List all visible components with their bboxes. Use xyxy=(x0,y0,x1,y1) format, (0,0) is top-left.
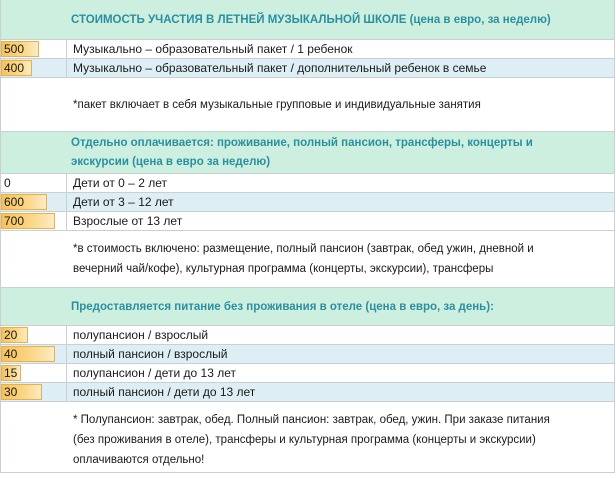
value-cell xyxy=(1,193,67,211)
table-row xyxy=(1,174,614,193)
section2-title-line2: экскурсии (цена в евро за неделю) xyxy=(71,156,271,168)
value-text: 500 xyxy=(4,42,25,56)
table-row xyxy=(1,59,614,78)
table-row xyxy=(1,193,614,212)
value-text: 30 xyxy=(4,385,18,399)
value-cell xyxy=(1,212,67,230)
note-line: вечерний чай/кофе), культурная программа (концерты, экскурсии), трансферы xyxy=(73,263,494,275)
value-text: 15 xyxy=(4,366,18,380)
section3-header xyxy=(1,288,614,326)
note-line: *в стоимость включено: размещение, полный пансион (завтрак, обед ужин, дневной и xyxy=(73,243,534,255)
table-row xyxy=(1,364,614,383)
table-row xyxy=(1,212,614,231)
value-text: 40 xyxy=(4,347,18,361)
row-label: Дети от 0 – 2 лет xyxy=(73,176,167,190)
row-label: полупансион / дети до 13 лет xyxy=(73,366,236,380)
section2-title-line1: Отдельно оплачивается: проживание, полный пансион, трансферы, концерты и xyxy=(71,137,533,149)
section2-header xyxy=(1,132,614,174)
row-label: Музыкально – образовательный пакет / 1 ребенок xyxy=(73,42,353,56)
row-label: Музыкально – образовательный пакет / дополнительный ребенок в семье xyxy=(73,61,487,75)
row-label: полный пансион / взрослый xyxy=(73,347,228,361)
value-text: 20 xyxy=(4,328,18,342)
note-line: *пакет включает в себя музыкальные групповые и индивидуальные занятия xyxy=(73,99,481,111)
section3-note xyxy=(1,402,614,478)
value-text: 0 xyxy=(4,176,11,190)
row-label: Взрослые от 13 лет xyxy=(73,214,183,228)
value-text: 600 xyxy=(4,195,25,209)
value-cell xyxy=(1,364,67,382)
table-row xyxy=(1,383,614,402)
note-line: (без проживания в отеле), трансферы и культурная программа (концерты и экскурсии) xyxy=(73,434,536,446)
row-label: полный пансион / дети до 13 лет xyxy=(73,385,256,399)
value-cell xyxy=(1,383,67,401)
table-row xyxy=(1,40,614,59)
note-line: оплачиваются отдельно! xyxy=(73,454,205,466)
value-cell xyxy=(1,174,67,192)
table-row xyxy=(1,345,614,364)
value-text: 400 xyxy=(4,61,25,75)
row-label: полупансион / взрослый xyxy=(73,328,209,342)
table-row xyxy=(1,326,614,345)
section3-title: Предоставляется питание без проживания в отеле (цена в евро, за день): xyxy=(71,301,494,313)
value-cell xyxy=(1,40,67,58)
value-cell xyxy=(1,345,67,363)
section1-header xyxy=(1,0,614,40)
row-label: Дети от 3 – 12 лет xyxy=(73,195,174,209)
section1-title: СТОИМОСТЬ УЧАСТИЯ В ЛЕТНЕЙ МУЗЫКАЛЬНОЙ ШКОЛЕ (цена в евро, за неделю) xyxy=(71,14,551,26)
value-cell xyxy=(1,326,67,344)
value-text: 700 xyxy=(4,214,25,228)
section1-note xyxy=(1,78,614,132)
value-cell xyxy=(1,59,67,77)
section2-note xyxy=(1,231,614,288)
note-line: * Полупансион: завтрак, обед. Полный пансион: завтрак, обед, ужин. При заказе питания xyxy=(73,414,550,426)
